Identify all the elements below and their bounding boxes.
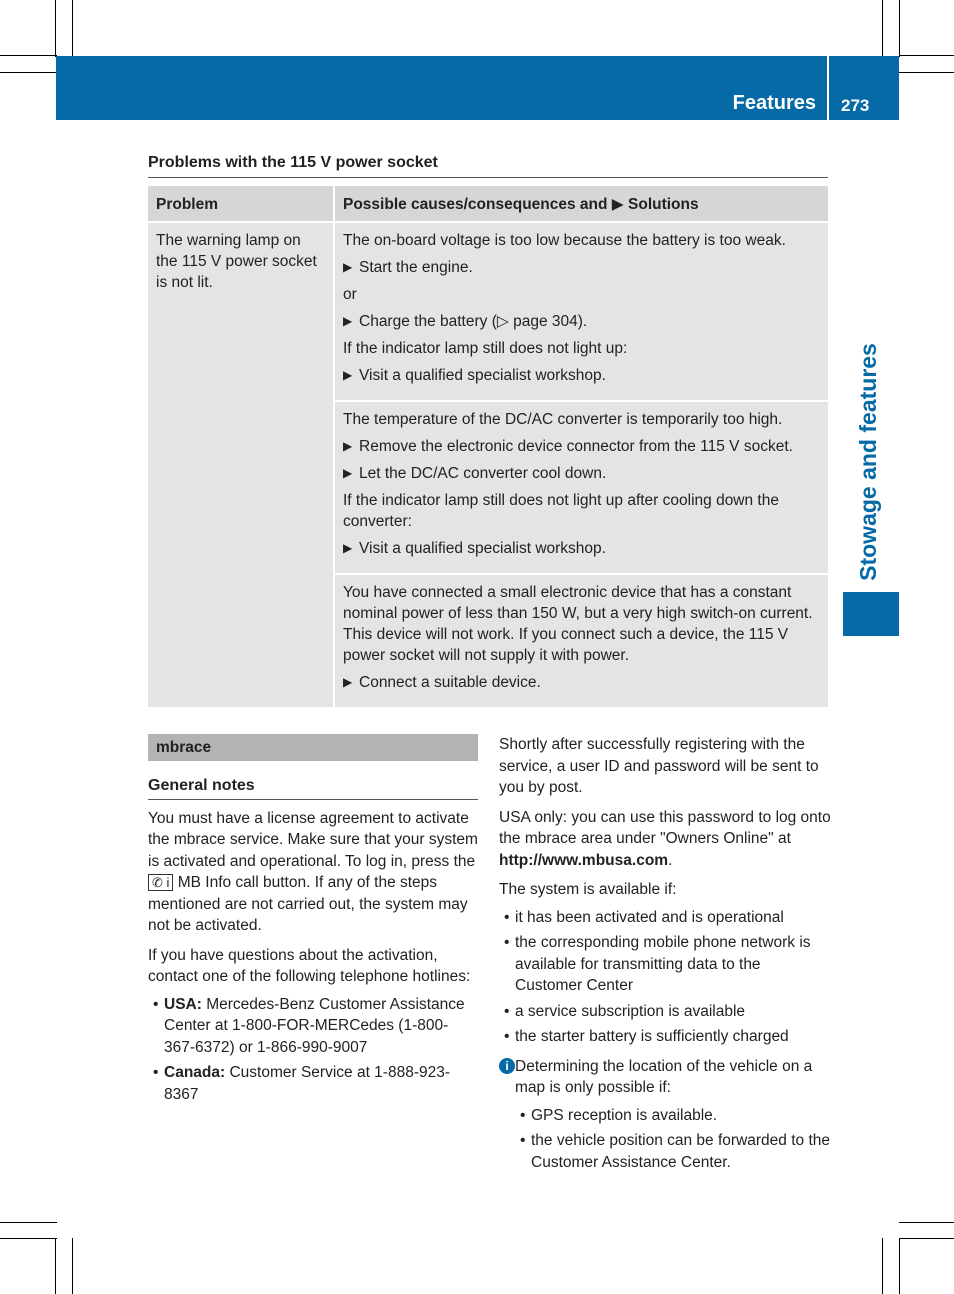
crop-mark: [0, 1222, 57, 1223]
license-text-start: You must have a license agreement to activate the mbrace service. Make sure that your system is activated and operational. To log in, press the: [148, 809, 478, 870]
crop-mark: [0, 72, 57, 73]
list-item: • it has been activated and is operational: [499, 907, 831, 929]
crop-mark: [899, 55, 954, 56]
solution-step: [343, 365, 821, 386]
crop-mark: [899, 1222, 954, 1223]
column-header-causes: Possible causes/consequences and ▶ Solutions: [334, 186, 828, 222]
cause-cell: [334, 222, 828, 401]
list-item: • a service subscription is available: [499, 1001, 831, 1023]
table-row: [148, 222, 828, 401]
info-text: Determining the location of the vehicle on a map is only possible if:: [515, 1057, 813, 1096]
side-tab-label: Stowage and features: [855, 343, 881, 581]
solution-step: [343, 463, 821, 484]
info-note: [499, 1056, 831, 1099]
cause-cell: [334, 401, 828, 574]
step-text: Start the engine.: [359, 259, 473, 276]
cause-text: You have connected a small electronic device that has a constant nominal power of less than 150 W, but a very high switch-on current. This device will not work. If you connect such a device, the 115 V power socket will not supply it with power.: [343, 584, 813, 664]
crop-mark: [899, 1238, 900, 1294]
section-title: Problems with the 115 V power socket: [148, 154, 438, 171]
crop-mark: [72, 1238, 73, 1294]
cause-text: The temperature of the DC/AC converter is temporarily too high.: [343, 411, 783, 428]
solution-step: [343, 436, 821, 457]
crop-mark: [55, 1238, 56, 1294]
step-arrow-icon: ▶: [343, 541, 353, 555]
solution-step: [343, 672, 821, 693]
general-notes-title: General notes: [148, 775, 478, 800]
step-arrow-icon: ▶: [343, 466, 353, 480]
availability-list: [499, 907, 831, 1048]
location-conditions-list: [515, 1105, 831, 1174]
step-arrow-icon: ▶: [343, 675, 353, 689]
step-text: Let the DC/AC converter cool down.: [359, 465, 607, 482]
side-tab-marker: [843, 592, 899, 636]
list-item: [148, 1062, 478, 1105]
step-text: Visit a qualified specialist workshop.: [359, 540, 606, 557]
crop-mark: [899, 1238, 954, 1239]
column-header-problem: Problem: [148, 186, 334, 222]
cause-cell: [334, 574, 828, 707]
hotline-country: USA:: [164, 995, 202, 1013]
registration-paragraph: Shortly after successfully registering with the service, a user ID and password will be sent to you by post.: [499, 736, 819, 796]
cause-text: or: [343, 286, 357, 303]
page-header: [56, 56, 899, 120]
list-item: • the starter battery is sufficiently charged: [499, 1026, 831, 1048]
hotlines-intro: If you have questions about the activation, contact one of the following telephone hotlines:: [148, 946, 471, 985]
solution-step: [343, 311, 821, 332]
mbrace-section-title: mbrace: [148, 734, 478, 761]
step-text: Charge the battery (▷ page 304).: [359, 313, 588, 330]
header-divider: [827, 56, 829, 120]
info-icon: i: [499, 1058, 515, 1074]
section-rule: [148, 177, 828, 178]
problem-table: [148, 186, 828, 707]
crop-mark: [72, 0, 73, 57]
crop-mark: [882, 1238, 883, 1294]
step-text: Remove the electronic device connector from the 115 V socket.: [359, 438, 793, 455]
password-text: USA only: you can use this password to log onto the mbrace area under "Owners Online" at: [499, 808, 831, 847]
step-text: Visit a qualified specialist workshop.: [359, 367, 606, 384]
license-paragraph: [148, 808, 478, 937]
mbusa-link[interactable]: http://www.mbusa.com: [499, 851, 669, 869]
step-text: Connect a suitable device.: [359, 674, 541, 691]
solution-step: [343, 257, 821, 278]
info-call-button-icon: ✆ i: [148, 874, 173, 891]
step-arrow-icon: ▶: [343, 439, 353, 453]
mbrace-left-column: [148, 734, 478, 1109]
hotline-country: Canada:: [164, 1064, 226, 1081]
crop-mark: [0, 1238, 57, 1239]
step-arrow-icon: ▶: [343, 368, 353, 382]
solution-step: [343, 538, 821, 559]
crop-mark: [882, 0, 883, 57]
step-arrow-icon: ▶: [343, 260, 353, 274]
page-number: 273: [841, 96, 870, 115]
list-item: • the corresponding mobile phone network is available for transmitting data to the Customer Center: [499, 932, 831, 997]
password-paragraph: [499, 807, 831, 872]
hotline-details: Mercedes-Benz Customer Assistance Center at 1-800-FOR-MERCedes (1-800-367-6372) or 1-866-990-9007: [164, 995, 465, 1056]
crop-mark: [55, 0, 56, 57]
crop-mark: [899, 72, 954, 73]
hotline-list: [148, 994, 478, 1106]
list-item: [148, 994, 478, 1059]
table-header-row: [148, 186, 828, 222]
hotline-details: Customer Service at 1-888-923-8367: [164, 1064, 451, 1103]
crop-mark: [0, 55, 57, 56]
cause-text: The on-board voltage is too low because the battery is too weak.: [343, 232, 786, 249]
problem-cell: The warning lamp on the 115 V power socket is not lit.: [148, 222, 334, 707]
mbrace-right-column: [499, 734, 831, 1177]
password-text-end: .: [668, 851, 673, 869]
cause-text: If the indicator lamp still does not light up:: [343, 340, 628, 357]
license-text-end: MB Info call button. If any of the steps mentioned are not carried out, the system may not be activated.: [148, 874, 468, 934]
cause-text: If the indicator lamp still does not light up after cooling down the converter:: [343, 492, 779, 530]
list-item: • the vehicle position can be forwarded to the Customer Assistance Center.: [515, 1130, 831, 1173]
step-arrow-icon: ▶: [343, 314, 353, 328]
crop-mark: [899, 0, 900, 57]
list-item: • GPS reception is available.: [515, 1105, 831, 1127]
availability-intro: The system is available if:: [499, 881, 677, 898]
chapter-title: Features: [732, 92, 816, 114]
